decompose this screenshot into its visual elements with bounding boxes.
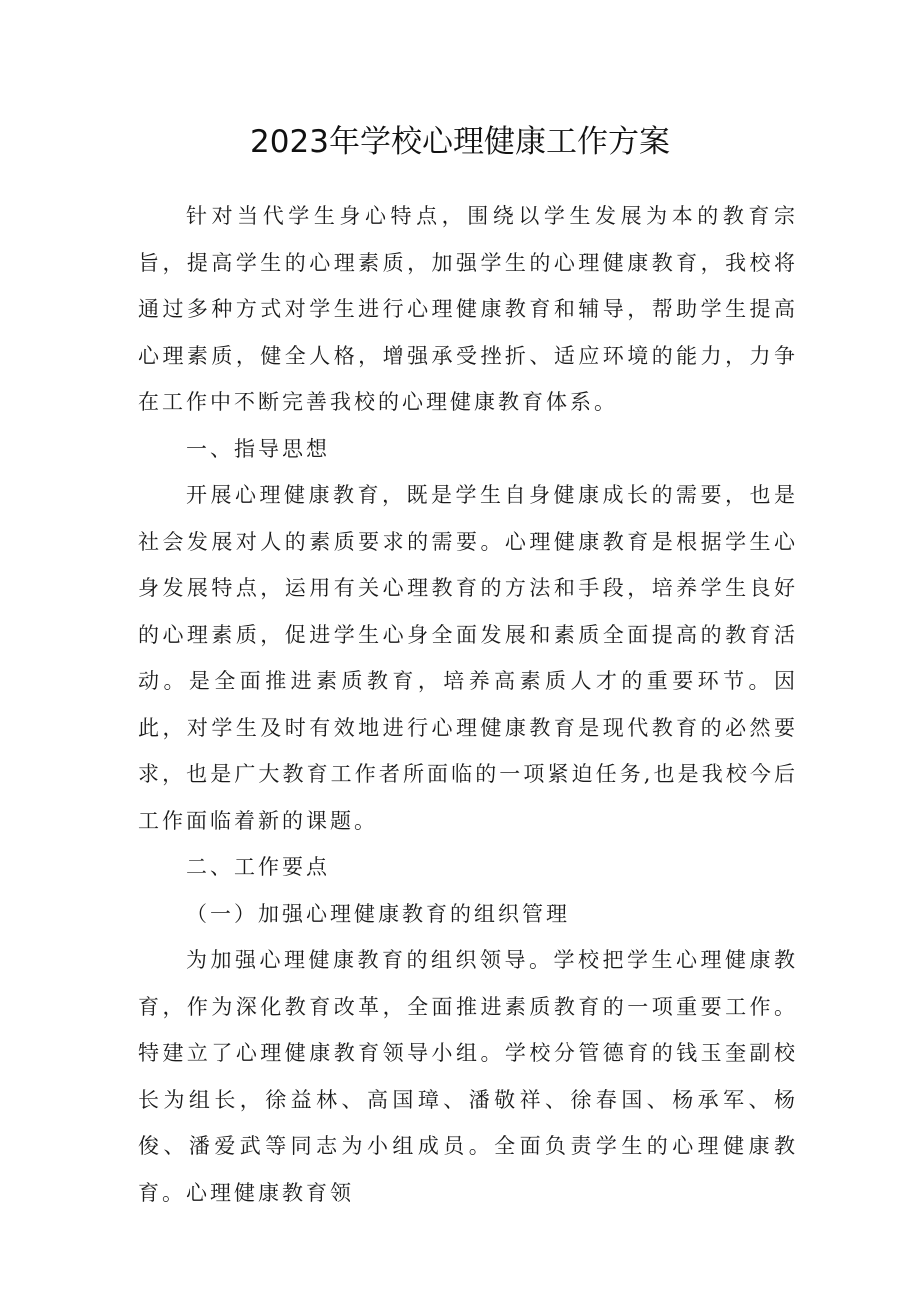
section-heading-work-points: 二、工作要点 <box>186 855 330 879</box>
subsection-heading-organization: （一）加强心理健康教育的组织管理 <box>186 901 570 926</box>
intro-paragraph: 针对当代学生身心特点，围绕以学生发展为本的教育宗旨，提高学生的心理素质，加强学生的心理健康教育，我校将通过多种方式对学生进行心理健康教育和辅导，帮助学生提高心理素质，健全人格，增强承受挫折、适应环境的能力，力争在工作中不断完善我校的心理健康教育体系。 <box>138 204 798 414</box>
organization-paragraph: 为加强心理健康教育的组织领导。学校把学生心理健康教育，作为深化教育改革，全面推进素质教育的一项重要工作。特建立了心理健康教育领导小组。学校分管德育的钱玉奎副校长为组长，徐益林、高国璋、潘敬祥、徐春国、杨承军、杨俊、潘爱武等同志为小组成员。全面负责学生的心理健康教育。心理健康教育领 <box>138 948 798 1205</box>
document-title: 2023年学校心理健康工作方案 <box>250 124 670 160</box>
section-heading-guiding-ideology: 一、指导思想 <box>186 436 330 461</box>
document-body <box>138 193 798 1216</box>
guiding-ideology-paragraph: 开展心理健康教育，既是学生自身健康成长的需要，也是社会发展对人的素质要求的需要。心理健康教育是根据学生心身发展特点，运用有关心理教育的方法和手段，培养学生良好的心理素质，促进学生心身全面发展和素质全面提高的教育活动。是全面推进素质教育，培养高素质人才的重要环节。因此，对学生及时有效地进行心理健康教育是现代教育的必然要求，也是广大教育工作者所面临的一项紧迫任务,也是我校今后工作面临着新的课题。 <box>138 483 798 833</box>
